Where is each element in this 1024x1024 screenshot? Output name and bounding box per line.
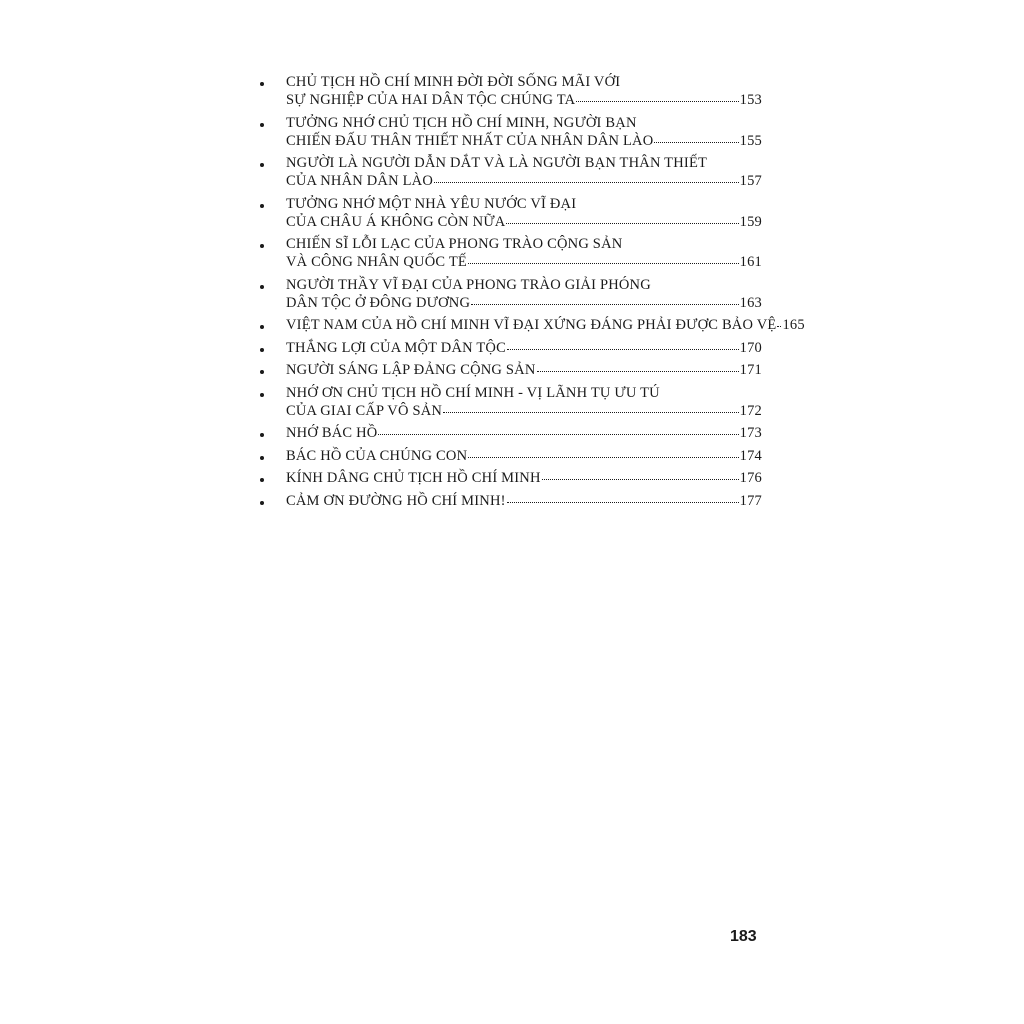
- bullet-icon: [260, 433, 264, 437]
- dot-leader: [507, 349, 739, 350]
- toc-entry: [258, 447, 762, 465]
- dot-leader: [654, 142, 738, 143]
- dot-leader: [468, 457, 738, 458]
- toc-entry-title-line1: NHỚ ƠN CHỦ TỊCH HỒ CHÍ MINH - VỊ LÃNH TỤ ƯU TÚ: [286, 384, 660, 401]
- toc-entry-page: 170: [739, 339, 762, 356]
- toc-entry-title-line1: CHỦ TỊCH HỒ CHÍ MINH ĐỜI ĐỜI SỐNG MÃI VỚI: [286, 74, 621, 90]
- dot-leader: [507, 502, 739, 503]
- toc-entry: [258, 361, 762, 379]
- toc-entry-title: VIỆT NAM CỦA HỒ CHÍ MINH VĨ ĐẠI XỨNG ĐÁNG PHẢI ĐƯỢC BẢO VỆ: [286, 317, 777, 333]
- toc-entry: [258, 276, 762, 312]
- bullet-icon: [260, 393, 264, 397]
- dot-leader: [777, 326, 781, 327]
- toc-entry-title: THẮNG LỢI CỦA MỘT DÂN TỘC: [286, 339, 506, 356]
- dot-leader: [471, 304, 738, 305]
- bullet-icon: [260, 478, 264, 482]
- page-number: 183: [730, 928, 757, 945]
- toc-entry-page: 161: [739, 254, 762, 270]
- bullet-icon: [260, 204, 264, 208]
- toc-entry: [258, 235, 762, 271]
- toc-entry: [258, 114, 762, 150]
- toc-entry-title-line2: CỦA GIAI CẤP VÔ SẢN: [286, 402, 443, 419]
- toc-entry-title-line1: TƯỞNG NHỚ CHỦ TỊCH HỒ CHÍ MINH, NGƯỜI BẠN: [286, 114, 637, 131]
- toc-entry-title-line1: TƯỞNG NHỚ MỘT NHÀ YÊU NƯỚC VĨ ĐẠI: [286, 195, 577, 212]
- dot-leader: [443, 412, 739, 413]
- toc-entry-title: NGƯỜI SÁNG LẬP ĐẢNG CỘNG SẢN: [286, 362, 536, 378]
- toc-entry-page: 173: [739, 425, 762, 441]
- toc-entry-title-line2: VÀ CÔNG NHÂN QUỐC TẾ: [286, 254, 467, 270]
- bullet-icon: [260, 325, 264, 329]
- toc-entry-title-line2: CHIẾN ĐẤU THÂN THIẾT NHẤT CỦA NHÂN DÂN LÀO: [286, 132, 654, 149]
- toc-entry-title-line2: SỰ NGHIỆP CỦA HAI DÂN TỘC CHÚNG TA: [286, 92, 576, 108]
- toc-entry: [258, 492, 762, 510]
- table-of-contents: [258, 73, 805, 514]
- toc-entry-page: 176: [739, 470, 762, 486]
- toc-entry-title-line2: CỦA CHÂU Á KHÔNG CÒN NỮA: [286, 213, 506, 230]
- dot-leader: [378, 434, 738, 435]
- toc-entry-page: 155: [739, 132, 762, 149]
- bullet-icon: [260, 244, 264, 248]
- toc-entry-title: BÁC HỒ CỦA CHÚNG CON: [286, 447, 468, 464]
- toc-entry-title-line2: CỦA NHÂN DÂN LÀO: [286, 173, 433, 189]
- toc-entry-page: 172: [739, 402, 762, 419]
- toc-entry-title-line1: CHIẾN SĨ LỖI LẠC CỦA PHONG TRÀO CỘNG SẢN: [286, 236, 623, 252]
- dot-leader: [542, 479, 739, 480]
- bullet-icon: [260, 82, 264, 86]
- toc-entry-title-line1: NGƯỜI THẦY VĨ ĐẠI CỦA PHONG TRÀO GIẢI PHÓNG: [286, 276, 651, 293]
- toc-entry-page: 177: [739, 492, 762, 509]
- toc-entry-page: 157: [739, 173, 762, 189]
- toc-entry-title-line2: DÂN TỘC Ở ĐÔNG DƯƠNG: [286, 294, 471, 311]
- toc-entry-page: 174: [739, 447, 762, 464]
- bullet-icon: [260, 285, 264, 289]
- toc-entry-page: 171: [739, 362, 762, 378]
- bullet-icon: [260, 456, 264, 460]
- bullet-icon: [260, 501, 264, 505]
- toc-entry-title: KÍNH DÂNG CHỦ TỊCH HỒ CHÍ MINH: [286, 470, 541, 486]
- toc-entry-page: 163: [739, 294, 762, 311]
- toc-entry-title: NHỚ BÁC HỒ: [286, 425, 378, 441]
- bullet-icon: [260, 123, 264, 127]
- toc-entry: [258, 154, 762, 190]
- dot-leader: [506, 223, 738, 224]
- dot-leader: [537, 371, 739, 372]
- toc-entry-title-line1: NGƯỜI LÀ NGƯỜI DẪN DẮT VÀ LÀ NGƯỜI BẠN THÂN THIẾT: [286, 155, 708, 171]
- dot-leader: [434, 182, 739, 183]
- toc-entry-page: 159: [739, 213, 762, 230]
- bullet-icon: [260, 370, 264, 374]
- bullet-icon: [260, 348, 264, 352]
- toc-entry-page: 153: [739, 92, 762, 108]
- toc-entry: [258, 469, 762, 487]
- toc-entry: [258, 73, 762, 109]
- toc-entry-page: 165: [782, 317, 805, 333]
- toc-entry-title: CẢM ƠN ĐƯỜNG HỒ CHÍ MINH!: [286, 492, 506, 509]
- dot-leader: [576, 101, 738, 102]
- toc-entry: [258, 384, 762, 420]
- toc-entry: [258, 424, 762, 442]
- toc-entry: [258, 195, 762, 231]
- bullet-icon: [260, 163, 264, 167]
- dot-leader: [468, 263, 739, 264]
- toc-entry: [258, 316, 805, 334]
- toc-entry: [258, 339, 762, 357]
